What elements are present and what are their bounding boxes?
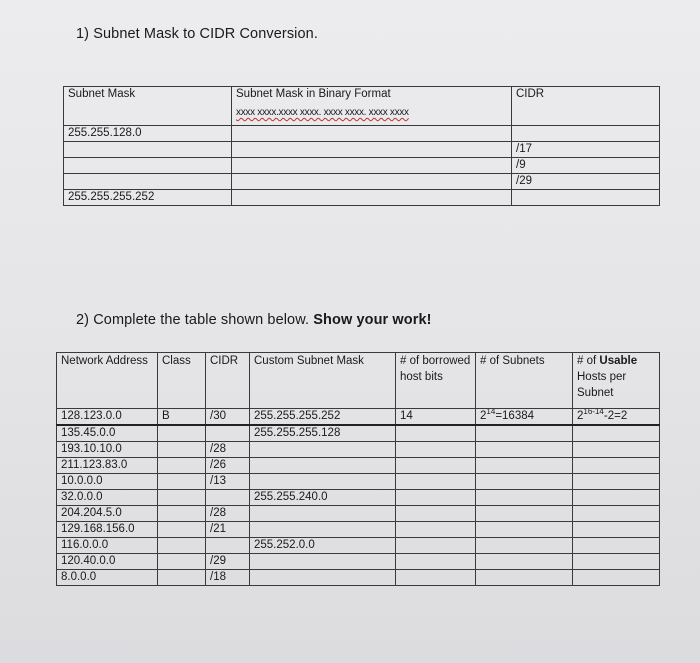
cell-mask[interactable] <box>64 158 232 174</box>
cell-class[interactable] <box>158 522 206 538</box>
cell-hosts[interactable] <box>573 425 660 442</box>
cell-subnets[interactable] <box>476 474 573 490</box>
cell-cidr[interactable]: /28 <box>206 506 250 522</box>
cell-hosts[interactable] <box>573 474 660 490</box>
cell-subnets[interactable] <box>476 490 573 506</box>
subnet-cidr-table <box>63 86 660 206</box>
cell-hosts[interactable] <box>573 554 660 570</box>
subnet-calculation-table <box>56 352 660 586</box>
hosts-exponent: 16-14 <box>583 408 604 417</box>
cell-mask[interactable] <box>64 174 232 190</box>
cell-subnets[interactable] <box>476 425 573 442</box>
cell-hosts[interactable] <box>573 522 660 538</box>
table-row <box>64 142 660 158</box>
cell-network: 135.45.0.0 <box>57 425 158 442</box>
cell-cidr[interactable]: /29 <box>512 174 660 190</box>
header-hosts-bold: Usable <box>599 355 638 367</box>
cell-borrowed[interactable] <box>396 442 476 458</box>
table-row <box>64 174 660 190</box>
subnets-base: 2 <box>480 410 487 422</box>
cell-borrowed[interactable] <box>396 538 476 554</box>
cell-cidr[interactable]: /29 <box>206 554 250 570</box>
cell-hosts[interactable] <box>573 490 660 506</box>
cell-binary[interactable] <box>232 126 512 142</box>
cell-cidr: /30 <box>206 409 250 426</box>
section2-heading-emphasis: Show your work! <box>313 312 432 328</box>
header-hosts-suffix: Hosts per Subnet <box>577 371 627 399</box>
cell-borrowed[interactable] <box>396 425 476 442</box>
cell-mask[interactable] <box>250 442 396 458</box>
cell-binary[interactable] <box>232 174 512 190</box>
header-cidr: CIDR <box>206 353 250 409</box>
table-row <box>57 570 660 586</box>
cell-network: 116.0.0.0 <box>57 538 158 554</box>
header-network-address: Network Address <box>57 353 158 409</box>
section1-heading: 1) Subnet Mask to CIDR Conversion. <box>76 26 318 42</box>
table-row <box>57 458 660 474</box>
cell-mask[interactable] <box>250 554 396 570</box>
subnets-exponent: 14 <box>486 408 496 417</box>
header-cidr: CIDR <box>512 87 660 126</box>
cell-mask: 255.255.255.252 <box>250 409 396 426</box>
table-header-row <box>64 87 660 126</box>
binary-template: xxxx xxxx.xxxx xxxx. xxxx xxxx. xxxx xxxx <box>236 107 409 118</box>
cell-subnets[interactable] <box>476 554 573 570</box>
cell-borrowed[interactable] <box>396 490 476 506</box>
cell-borrowed[interactable] <box>396 554 476 570</box>
subnets-result: =16384 <box>495 410 535 422</box>
table-row <box>57 522 660 538</box>
cell-subnets[interactable] <box>476 522 573 538</box>
cell-cidr[interactable] <box>206 538 250 554</box>
cell-cidr[interactable]: /26 <box>206 458 250 474</box>
header-subnet-mask: Subnet Mask <box>64 87 232 126</box>
table-row <box>57 538 660 554</box>
cell-mask[interactable] <box>250 506 396 522</box>
cell-subnets[interactable] <box>476 506 573 522</box>
header-borrowed-bits: # of borrowed host bits <box>396 353 476 409</box>
cell-mask[interactable] <box>250 522 396 538</box>
cell-subnets[interactable] <box>476 458 573 474</box>
header-binary-label: Subnet Mask in Binary Format <box>236 88 391 100</box>
cell-mask[interactable]: 255.255.255.252 <box>64 190 232 206</box>
cell-cidr[interactable]: /18 <box>206 570 250 586</box>
cell-class[interactable] <box>158 458 206 474</box>
cell-binary[interactable] <box>232 190 512 206</box>
cell-network: 120.40.0.0 <box>57 554 158 570</box>
cell-borrowed[interactable] <box>396 522 476 538</box>
cell-subnets <box>476 409 573 426</box>
section2-heading-text: 2) Complete the table shown below. <box>76 312 310 328</box>
cell-network: 8.0.0.0 <box>57 570 158 586</box>
cell-hosts[interactable] <box>573 442 660 458</box>
cell-cidr[interactable]: /13 <box>206 474 250 490</box>
cell-binary[interactable] <box>232 142 512 158</box>
cell-network: 10.0.0.0 <box>57 474 158 490</box>
cell-borrowed[interactable] <box>396 458 476 474</box>
table-row <box>57 554 660 570</box>
cell-class[interactable] <box>158 554 206 570</box>
table-row <box>57 425 660 442</box>
hosts-result: -2=2 <box>603 410 628 422</box>
cell-hosts[interactable] <box>573 506 660 522</box>
cell-mask[interactable]: 255.255.240.0 <box>250 490 396 506</box>
cell-cidr[interactable]: /21 <box>206 522 250 538</box>
cell-class: B <box>158 409 206 426</box>
cell-cidr[interactable]: /17 <box>512 142 660 158</box>
cell-network: 32.0.0.0 <box>57 490 158 506</box>
cell-cidr[interactable] <box>206 490 250 506</box>
cell-mask[interactable] <box>64 142 232 158</box>
table-row <box>64 158 660 174</box>
table-header-row <box>57 353 660 409</box>
cell-cidr[interactable] <box>512 190 660 206</box>
cell-network: 129.168.156.0 <box>57 522 158 538</box>
cell-borrowed[interactable] <box>396 474 476 490</box>
cell-mask[interactable] <box>250 570 396 586</box>
cell-hosts[interactable] <box>573 570 660 586</box>
table-row <box>64 190 660 206</box>
cell-network: 128.123.0.0 <box>57 409 158 426</box>
header-usable-hosts <box>573 353 660 409</box>
cell-hosts[interactable] <box>573 458 660 474</box>
header-binary-format <box>232 87 512 126</box>
table-row <box>57 490 660 506</box>
header-class: Class <box>158 353 206 409</box>
cell-mask[interactable] <box>250 474 396 490</box>
cell-network: 204.204.5.0 <box>57 506 158 522</box>
cell-class[interactable] <box>158 506 206 522</box>
section2-heading <box>76 312 432 328</box>
cell-subnets[interactable] <box>476 538 573 554</box>
header-hosts-prefix: # of <box>577 355 597 367</box>
cell-borrowed: 14 <box>396 409 476 426</box>
hosts-base: 2 <box>577 410 584 422</box>
cell-binary[interactable] <box>232 158 512 174</box>
header-num-subnets: # of Subnets <box>476 353 573 409</box>
cell-class[interactable] <box>158 425 206 442</box>
cell-mask[interactable]: 255.255.128.0 <box>64 126 232 142</box>
cell-network: 211.123.83.0 <box>57 458 158 474</box>
cell-mask[interactable]: 255.252.0.0 <box>250 538 396 554</box>
table-row <box>64 126 660 142</box>
cell-cidr[interactable] <box>206 425 250 442</box>
cell-subnets[interactable] <box>476 570 573 586</box>
cell-class[interactable] <box>158 570 206 586</box>
table-row <box>57 506 660 522</box>
table-row <box>57 474 660 490</box>
cell-hosts[interactable] <box>573 538 660 554</box>
cell-class[interactable] <box>158 474 206 490</box>
header-custom-subnet-mask: Custom Subnet Mask <box>250 353 396 409</box>
table-row <box>57 442 660 458</box>
cell-cidr[interactable] <box>512 126 660 142</box>
cell-class[interactable] <box>158 538 206 554</box>
cell-class[interactable] <box>158 442 206 458</box>
cell-cidr[interactable]: /9 <box>512 158 660 174</box>
cell-cidr[interactable]: /28 <box>206 442 250 458</box>
cell-borrowed[interactable] <box>396 506 476 522</box>
cell-network: 193.10.10.0 <box>57 442 158 458</box>
cell-mask[interactable]: 255.255.255.128 <box>250 425 396 442</box>
cell-class[interactable] <box>158 490 206 506</box>
cell-mask[interactable] <box>250 458 396 474</box>
example-row <box>57 409 660 426</box>
cell-borrowed[interactable] <box>396 570 476 586</box>
cell-subnets[interactable] <box>476 442 573 458</box>
cell-hosts <box>573 409 660 426</box>
